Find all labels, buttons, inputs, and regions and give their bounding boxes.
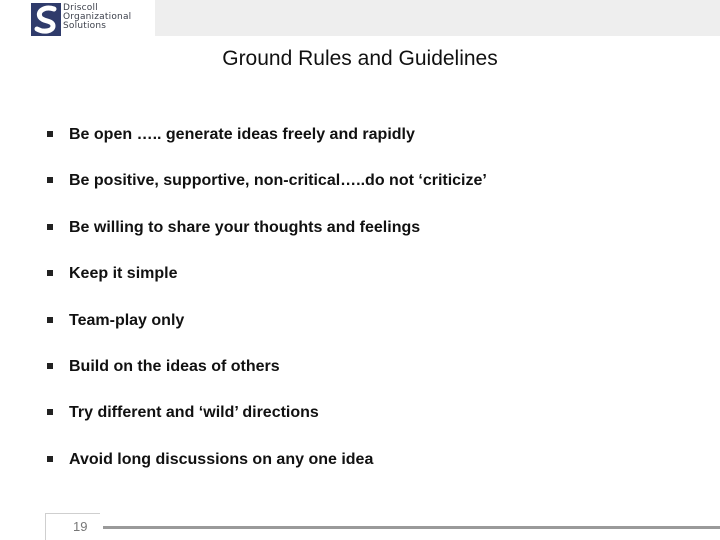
bullet-square-icon [47,270,53,276]
slide-title: Ground Rules and Guidelines [222,47,498,70]
bullet-square-icon [47,131,53,137]
bullet-item [0,355,720,401]
bullet-text: Avoid long discussions on any one idea [69,450,374,468]
bullet-list [0,123,720,494]
bullet-text: Be willing to share your thoughts and feelings [69,218,421,236]
logo-line: Organizational [63,12,132,22]
bullet-square-icon [47,363,53,369]
footer-rule [103,526,720,529]
bullet-text: Team-play only [69,311,185,329]
bullet-item [0,169,720,215]
logo-area [20,0,155,36]
bullet-square-icon [47,317,53,323]
bullet-square-icon [47,409,53,415]
bullet-item [0,216,720,262]
bullet-item [0,123,720,169]
bullet-item [0,309,720,355]
bullet-text: Be open ….. generate ideas freely and rapidly [69,126,415,143]
logo-line: Solutions [63,21,107,31]
bullet-item [0,448,720,494]
bullet-item [0,262,720,308]
bullet-text: Be positive, supportive, non-critical…..do not ‘criticize’ [69,172,487,190]
bullet-square-icon [47,224,53,230]
logo-wordmark [63,4,131,31]
header-band [155,0,720,36]
bullet-text: Build on the ideas of others [69,357,280,375]
bullet-text: Try different and ‘wild’ directions [69,404,319,422]
logo-line: Driscoll [63,3,98,13]
page-number: 19 [73,519,88,534]
bullet-text: Keep it simple [69,265,178,283]
bullet-item [0,401,720,447]
bullet-square-icon [47,456,53,462]
bullet-square-icon [47,177,53,183]
